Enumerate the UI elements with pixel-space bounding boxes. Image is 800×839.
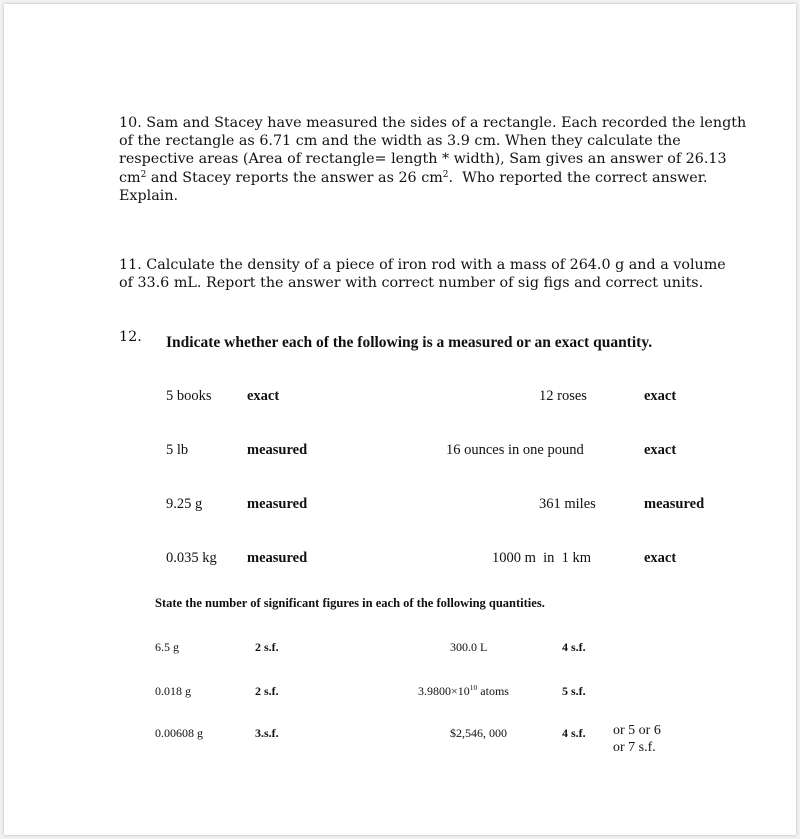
superscript-2: 2 <box>140 169 147 180</box>
quantity-item: 0.035 kg <box>166 550 217 566</box>
quantity-answer: measured <box>247 550 308 566</box>
question-10-line: of the rectangle as 6.71 cm and the width as 3.9 cm. When they calculate the <box>119 133 681 150</box>
quantity-item: 9.25 g <box>166 496 203 512</box>
unit-cm: cm <box>119 169 141 186</box>
quantity-answer: exact <box>644 550 677 566</box>
quantity-answer: measured <box>247 496 308 512</box>
quantity-item: 1000 m in 1 km <box>492 550 592 566</box>
sig-figs-heading: State the number of significant figures in each of the following quantities. <box>155 596 545 610</box>
alternate-answer-line: or 5 or 6 <box>613 723 661 738</box>
sig-figs-item: 0.00608 g <box>155 726 203 740</box>
quantity-item: 5 books <box>166 388 212 404</box>
sig-figs-item: 300.0 L <box>450 640 488 654</box>
sig-figs-answer: 2 s.f. <box>255 640 279 654</box>
period: . <box>448 169 454 186</box>
quantity-answer: exact <box>247 388 280 404</box>
sig-figs-item: $2,546, 000 <box>450 726 507 740</box>
quantity-item: 12 roses <box>539 388 587 404</box>
sig-figs-answer: 4 s.f. <box>562 640 586 654</box>
document-page <box>4 4 796 835</box>
sig-figs-item-scientific <box>418 684 509 699</box>
quantity-answer: measured <box>644 496 705 512</box>
sig-figs-answer: 4 s.f. <box>562 726 586 740</box>
quantity-item: 361 miles <box>539 496 596 512</box>
alternate-answer-line: or 7 s.f. <box>613 740 656 755</box>
question-10 <box>119 114 747 205</box>
question-12-heading: Indicate whether each of the following is a measured or an exact quantity. <box>166 334 653 351</box>
quantity-item: 5 lb <box>166 442 189 458</box>
question-10-line <box>119 169 708 187</box>
superscript-2: 2 <box>442 169 449 180</box>
sig-figs-answer: 2 s.f. <box>255 684 279 698</box>
question-10-line-text: and Stacey reports the answer as 26 cm <box>150 169 443 186</box>
quantity-answer: measured <box>247 442 308 458</box>
sig-figs-answer: 5 s.f. <box>562 684 586 698</box>
question-10-line-text: Who reported the correct answer. <box>462 169 708 186</box>
quantity-answer: exact <box>644 442 677 458</box>
scientific-base: 3.9800×10 <box>418 684 470 698</box>
sig-figs-answer: 3.s.f. <box>255 726 279 740</box>
sig-figs-item: 0.018 g <box>155 684 191 698</box>
question-11-line: 11. Calculate the density of a piece of iron rod with a mass of 264.0 g and a volume <box>119 257 726 273</box>
sig-figs-item: 6.5 g <box>155 640 179 654</box>
question-11 <box>119 256 726 292</box>
question-10-line: respective areas (Area of rectangle= length * width), Sam gives an answer of 26.13 <box>119 151 727 168</box>
scientific-exponent: 10 <box>469 683 478 692</box>
scientific-unit: atoms <box>477 684 509 698</box>
question-10-line: Explain. <box>119 187 179 204</box>
question-10-line: 10. Sam and Stacey have measured the sides of a rectangle. Each recorded the length <box>119 115 747 131</box>
quantity-answer: exact <box>644 388 677 404</box>
question-12-number: 12. <box>119 329 142 345</box>
question-11-line: of 33.6 mL. Report the answer with correct number of sig figs and correct units. <box>119 275 704 292</box>
alternate-answer-note <box>613 722 661 756</box>
quantity-item: 16 ounces in one pound <box>446 442 584 458</box>
